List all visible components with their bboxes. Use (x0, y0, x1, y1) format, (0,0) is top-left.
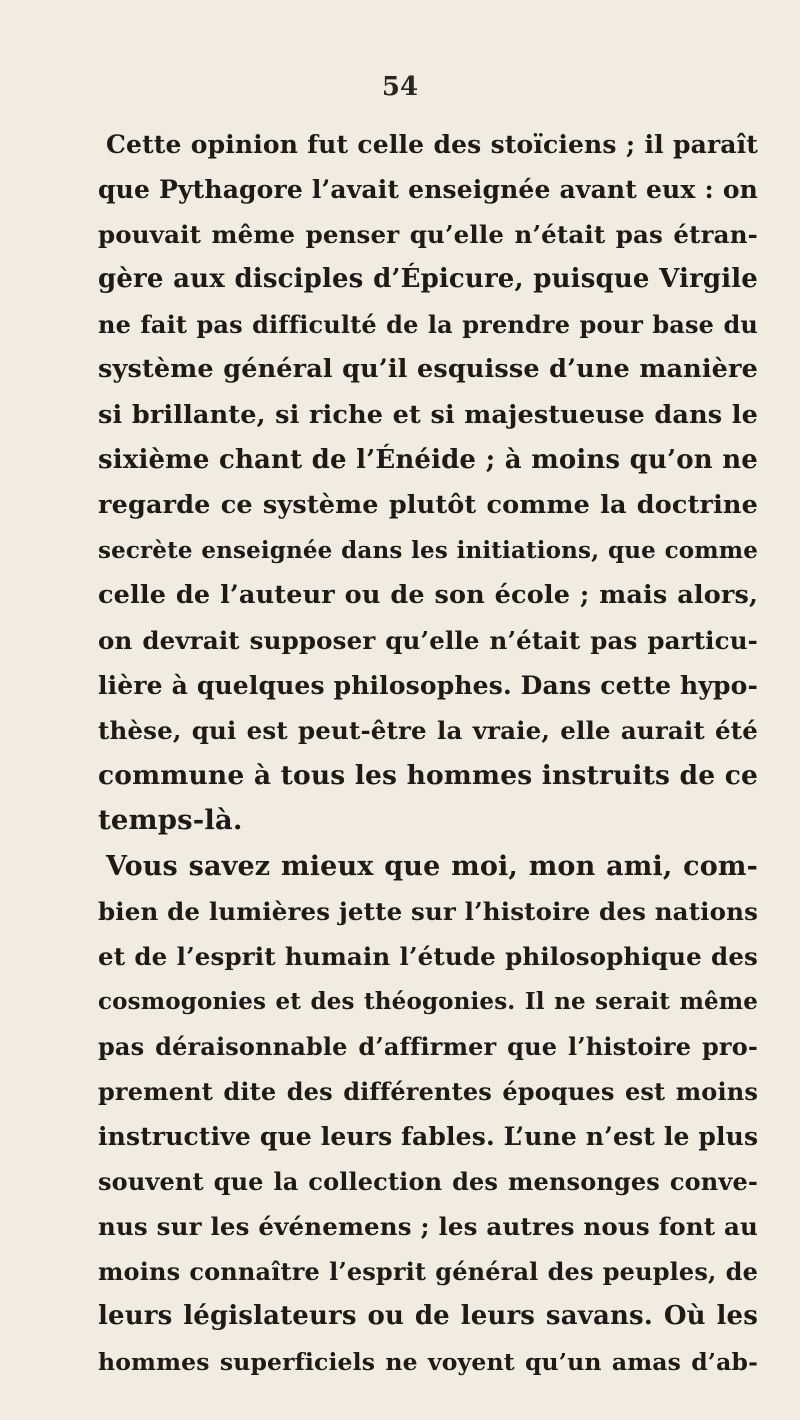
text-line: pouvait même penser qu’elle n’était pas étran- (98, 220, 758, 250)
text-line: et de l’esprit humain l’étude philosophique des (98, 941, 758, 971)
text-line: gère aux disciples d’Épicure, puisque Virgile (98, 264, 758, 295)
text-line: sixième chant de l’Énéide ; à moins qu’on ne (98, 444, 758, 475)
text-line: regarde ce système plutôt comme la doctrine (98, 489, 758, 520)
text-line: système général qu’il esquisse d’une manière (98, 354, 758, 385)
text-line: prement dite des différentes époques est moins (98, 1076, 758, 1106)
text-line: nus sur les événemens ; les autres nous font au (98, 1212, 758, 1242)
text-line: on devrait supposer qu’elle n’était pas particu- (98, 626, 758, 656)
text-line: instructive que leurs fables. L’une n’est le plus (98, 1122, 759, 1152)
text-line: ne fait pas difficulté de la prendre pour base du (98, 310, 758, 340)
text-line: leurs législateurs ou de leurs savans. Où les (98, 1301, 758, 1332)
text-line: celle de l’auteur ou de son école ; mais alors, (98, 579, 758, 610)
text-line: cosmogonies et des théogonies. Il ne serait même (98, 987, 758, 1015)
text-line: Vous savez mieux que moi, mon ami, com- (106, 850, 758, 882)
text-line: pas déraisonnable d’affirmer que l’histoire pro- (98, 1031, 758, 1061)
text-line: Cette opinion fut celle des stoïciens ; il paraît (106, 130, 758, 159)
body-text (98, 122, 758, 1385)
text-line: secrète enseignée dans les initiations, que comme (98, 536, 758, 564)
text-line: si brillante, si riche et si majestueuse dans le (98, 399, 758, 430)
page-number: 54 (381, 72, 419, 102)
text-line: souvent que la collection des mensonges conve- (98, 1167, 758, 1197)
text-line: moins connaître l’esprit général des peuples, de (98, 1257, 758, 1287)
text-line: lière à quelques philosophes. Dans cette hypo- (98, 671, 758, 701)
text-line: temps-là. (98, 804, 243, 837)
text-line: commune à tous les hommes instruits de ce (98, 760, 758, 792)
text-line: que Pythagore l’avait enseignée avant eux : on (98, 175, 758, 205)
text-line: bien de lumières jette sur l’histoire des nations (98, 896, 759, 926)
text-line: hommes superficiels ne voyent qu’un amas d’ab- (98, 1347, 758, 1376)
text-line: thèse, qui est peut-être la vraie, elle aurait été (98, 716, 758, 746)
